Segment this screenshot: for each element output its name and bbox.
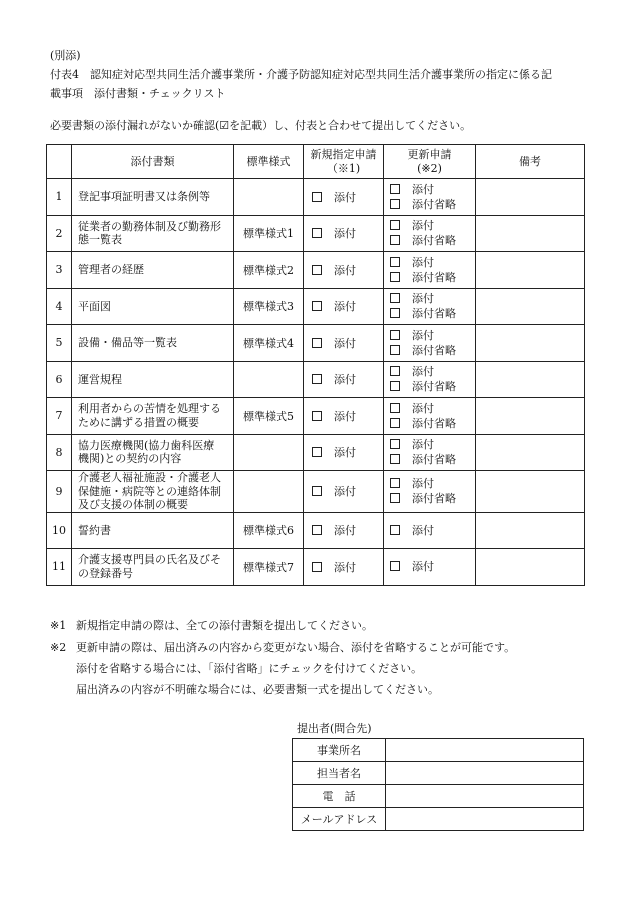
document-name [72, 325, 234, 362]
renewal-omit-checkbox[interactable] [390, 235, 400, 245]
note-2-mark: ※2 [50, 641, 67, 654]
renewal-attach-checkbox[interactable] [390, 366, 400, 376]
renewal-omit-label: 添付省略 [412, 197, 456, 211]
standard-form [234, 179, 304, 216]
new-attach-label: 添付 [334, 409, 356, 423]
new-attach-label: 添付 [334, 336, 356, 350]
checked-box-icon: ☑ [219, 119, 230, 132]
remarks-cell[interactable] [476, 252, 585, 289]
note-2-line2: 添付を省略する場合には、「添付省略」にチェックを付けてください。 [76, 662, 423, 675]
renewal-omit-label: 添付省略 [412, 380, 456, 394]
standard-form [234, 434, 304, 471]
header-new-line2: （※1) [326, 161, 361, 175]
remarks-cell[interactable] [476, 325, 585, 362]
document-name [72, 179, 234, 216]
document-title-line2: 載事項 添付書類・チェックリスト [50, 87, 226, 100]
renewal-omit-checkbox[interactable] [390, 381, 400, 391]
note-1-mark: ※1 [50, 619, 67, 632]
renewal-attach-checkbox[interactable] [390, 439, 400, 449]
new-attach-checkbox[interactable] [312, 374, 322, 384]
new-application-cell [304, 398, 384, 435]
row-number: 1 [47, 179, 72, 216]
new-attach-label: 添付 [334, 373, 356, 387]
contact-field-label: 電 話 [293, 785, 386, 808]
table-row [47, 512, 585, 549]
new-attach-checkbox[interactable] [312, 562, 322, 572]
doc-line: 保健施・病院等との連絡体制 [78, 484, 221, 498]
row-number: 11 [47, 549, 72, 586]
renewal-cell [384, 434, 476, 471]
note-2-line3: 届出済みの内容が不明確な場合には、必要書類一式を提出してください。 [76, 683, 439, 696]
new-attach-label: 添付 [334, 190, 356, 204]
renewal-omit-checkbox[interactable] [390, 454, 400, 464]
renewal-attach-label: 添付 [412, 401, 434, 415]
remarks-cell[interactable] [476, 549, 585, 586]
renewal-omit-checkbox[interactable] [390, 493, 400, 503]
attachment-checklist-table [46, 144, 585, 586]
remarks-cell[interactable] [476, 288, 585, 325]
renewal-attach-checkbox[interactable] [390, 525, 400, 535]
contact-field-label: 事業所名 [293, 739, 386, 762]
remarks-cell[interactable] [476, 398, 585, 435]
document-name [72, 361, 234, 398]
new-attach-checkbox[interactable] [312, 338, 322, 348]
renewal-omit-label: 添付省略 [412, 343, 456, 357]
new-attach-checkbox[interactable] [312, 301, 322, 311]
table-row [47, 471, 585, 513]
contact-field-label: 担当者名 [293, 762, 386, 785]
new-attach-checkbox[interactable] [312, 265, 322, 275]
row-number: 8 [47, 434, 72, 471]
document-name [72, 471, 234, 513]
contact-field-input[interactable] [386, 762, 584, 785]
renewal-omit-checkbox[interactable] [390, 308, 400, 318]
new-application-cell [304, 434, 384, 471]
standard-form: 標準様式2 [234, 252, 304, 289]
remarks-cell[interactable] [476, 512, 585, 549]
instruction-before: 必要書類の添付漏れがないか確認( [50, 119, 220, 132]
contact-row [293, 808, 584, 831]
header-renewal-line2: (※2) [417, 161, 442, 175]
contact-field-input[interactable] [386, 808, 584, 831]
standard-form: 標準様式5 [234, 398, 304, 435]
renewal-attach-label: 添付 [412, 523, 434, 537]
renewal-omit-checkbox[interactable] [390, 345, 400, 355]
standard-form: 標準様式7 [234, 549, 304, 586]
renewal-omit-label: 添付省略 [412, 270, 456, 284]
renewal-omit-checkbox[interactable] [390, 199, 400, 209]
row-number: 2 [47, 215, 72, 252]
document-name [72, 434, 234, 471]
renewal-attach-label: 添付 [412, 477, 434, 491]
contact-field-input[interactable] [386, 785, 584, 808]
remarks-cell[interactable] [476, 361, 585, 398]
new-application-cell [304, 471, 384, 513]
new-attach-label: 添付 [334, 524, 356, 538]
contact-field-label: メールアドレス [293, 808, 386, 831]
renewal-attach-label: 添付 [412, 560, 434, 574]
table-row [47, 215, 585, 252]
renewal-cell [384, 179, 476, 216]
new-attach-checkbox[interactable] [312, 486, 322, 496]
doc-line: 協力医療機関(協力歯科医療 [78, 438, 215, 452]
doc-line: 態一覧表 [78, 233, 122, 247]
renewal-attach-checkbox[interactable] [390, 220, 400, 230]
header-standard-form: 標準様式 [234, 145, 304, 179]
new-attach-checkbox[interactable] [312, 525, 322, 535]
standard-form: 標準様式3 [234, 288, 304, 325]
header-documents: 添付書類 [72, 145, 234, 179]
renewal-cell [384, 471, 476, 513]
document-name [72, 512, 234, 549]
renewal-omit-label: 添付省略 [412, 453, 456, 467]
new-attach-label: 添付 [334, 485, 356, 499]
new-attach-label: 添付 [334, 263, 356, 277]
new-attach-label: 添付 [334, 227, 356, 241]
instruction-text [50, 117, 471, 134]
submitter-contact-table [292, 738, 584, 831]
contact-row [293, 739, 584, 762]
remarks-cell[interactable] [476, 434, 585, 471]
standard-form: 標準様式6 [234, 512, 304, 549]
renewal-attach-checkbox[interactable] [390, 330, 400, 340]
renewal-cell [384, 325, 476, 362]
doc-line: 介護支援専門員の氏名及びそ [78, 553, 221, 567]
header-new-application [304, 145, 384, 179]
standard-form: 標準様式4 [234, 325, 304, 362]
doc-line: 平面図 [78, 299, 111, 313]
standard-form: 標準様式1 [234, 215, 304, 252]
new-application-cell [304, 325, 384, 362]
doc-line: 設備・備品等一覧表 [78, 336, 177, 349]
new-attach-checkbox[interactable] [312, 447, 322, 457]
document-name [72, 549, 234, 586]
standard-form [234, 361, 304, 398]
renewal-cell [384, 252, 476, 289]
doc-line: 誓約書 [78, 523, 111, 537]
renewal-cell [384, 549, 476, 586]
renewal-attach-checkbox[interactable] [390, 293, 400, 303]
submitter-heading: 提出者(問合先) [297, 722, 372, 735]
annex-mark: (別添) [50, 49, 81, 62]
contact-row [293, 785, 584, 808]
new-application-cell [304, 512, 384, 549]
doc-line: 登記事項証明書又は条例等 [78, 190, 210, 203]
renewal-attach-label: 添付 [412, 219, 434, 233]
doc-line: 利用者からの苦情を処理する [78, 402, 221, 416]
renewal-omit-label: 添付省略 [412, 416, 456, 430]
contact-field-input[interactable] [386, 739, 584, 762]
table-row [47, 288, 585, 325]
renewal-omit-label: 添付省略 [412, 234, 456, 248]
renewal-cell [384, 398, 476, 435]
instruction-after: を記載）し、付表と合わせて提出してください。 [229, 119, 472, 132]
document-name [72, 288, 234, 325]
doc-line: の登録番号 [78, 566, 133, 580]
remarks-cell[interactable] [476, 179, 585, 216]
renewal-attach-checkbox[interactable] [390, 478, 400, 488]
contact-row [293, 762, 584, 785]
new-attach-label: 添付 [334, 560, 356, 574]
table-row [47, 549, 585, 586]
table-row [47, 434, 585, 471]
note-2 [50, 637, 610, 700]
row-number: 4 [47, 288, 72, 325]
document-name [72, 215, 234, 252]
table-row [47, 398, 585, 435]
renewal-attach-label: 添付 [412, 182, 434, 196]
renewal-attach-label: 添付 [412, 292, 434, 306]
table-row [47, 361, 585, 398]
doc-line: 機関)との契約の内容 [78, 452, 182, 466]
header-renewal [384, 145, 476, 179]
document-title-line1: 付表4 認知症対応型共同生活介護事業所・介護予防認知症対応型共同生活介護事業所の指定に係る記 [50, 68, 552, 81]
new-attach-label: 添付 [334, 446, 356, 460]
renewal-attach-label: 添付 [412, 255, 434, 269]
renewal-cell [384, 361, 476, 398]
table-row [47, 179, 585, 216]
renewal-attach-label: 添付 [412, 438, 434, 452]
row-number: 7 [47, 398, 72, 435]
renewal-omit-checkbox[interactable] [390, 272, 400, 282]
doc-line: 運営規程 [78, 372, 122, 386]
renewal-attach-checkbox[interactable] [390, 561, 400, 571]
table-header-row [47, 145, 585, 179]
new-attach-checkbox[interactable] [312, 411, 322, 421]
note-1 [50, 615, 610, 636]
doc-line: 管理者の経歴 [78, 263, 144, 276]
document-name [72, 398, 234, 435]
note-2-line1: 更新申請の際は、届出済みの内容から変更がない場合、添付を省略することが可能です。 [76, 641, 516, 654]
doc-line: 及び支援の体制の概要 [78, 498, 188, 511]
renewal-attach-checkbox[interactable] [390, 403, 400, 413]
new-application-cell [304, 252, 384, 289]
new-attach-checkbox[interactable] [312, 192, 322, 202]
new-application-cell [304, 549, 384, 586]
renewal-omit-label: 添付省略 [412, 492, 456, 506]
row-number: 9 [47, 471, 72, 513]
remarks-cell[interactable] [476, 471, 585, 513]
row-number: 5 [47, 325, 72, 362]
new-attach-label: 添付 [334, 300, 356, 314]
header-remarks: 備考 [476, 145, 585, 179]
note-1-text: 新規指定申請の際は、全ての添付書類を提出してください。 [76, 619, 373, 632]
row-number: 6 [47, 361, 72, 398]
new-application-cell [304, 361, 384, 398]
renewal-attach-checkbox[interactable] [390, 184, 400, 194]
remarks-cell[interactable] [476, 215, 585, 252]
new-application-cell [304, 215, 384, 252]
renewal-omit-checkbox[interactable] [390, 418, 400, 428]
doc-line: ために講ずる措置の概要 [78, 415, 199, 429]
renewal-cell [384, 288, 476, 325]
row-number: 3 [47, 252, 72, 289]
renewal-attach-checkbox[interactable] [390, 257, 400, 267]
new-attach-checkbox[interactable] [312, 228, 322, 238]
table-row [47, 325, 585, 362]
table-row [47, 252, 585, 289]
new-application-cell [304, 179, 384, 216]
document-name [72, 252, 234, 289]
renewal-attach-label: 添付 [412, 328, 434, 342]
new-application-cell [304, 288, 384, 325]
renewal-cell [384, 215, 476, 252]
standard-form [234, 471, 304, 513]
renewal-attach-label: 添付 [412, 365, 434, 379]
header-no [47, 145, 72, 179]
header-renewal-line1: 更新申請 [407, 147, 452, 161]
doc-line: 介護老人福祉施設・介護老人 [78, 471, 221, 484]
row-number: 10 [47, 512, 72, 549]
renewal-cell [384, 512, 476, 549]
doc-line: 従業者の勤務体制及び勤務形 [78, 219, 221, 233]
renewal-omit-label: 添付省略 [412, 307, 456, 321]
header-new-line1: 新規指定申請 [310, 147, 377, 161]
